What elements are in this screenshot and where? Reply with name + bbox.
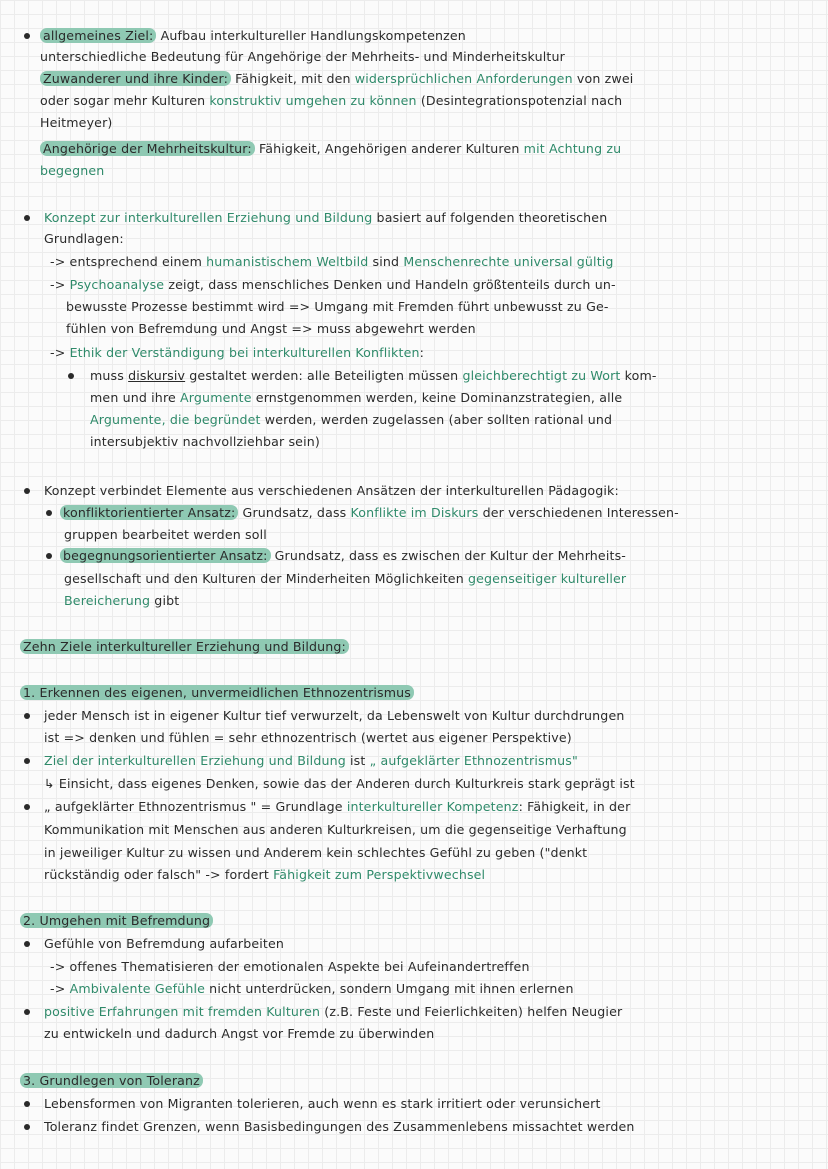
text-line: begegnungsorientierter Ansatz: Grundsatz, dass es zwischen der Kultur der Mehrheits- — [60, 545, 626, 566]
subsection-title: 2. Umgehen mit Befremdung — [20, 910, 213, 931]
text-line: muss diskursiv gestaltet werden: alle Beteiligten müssen gleichberechtigt zu Wort kom- — [90, 368, 657, 383]
text-line: -> Psychoanalyse zeigt, dass menschliches Denken und Handeln größtenteils durch un- — [50, 277, 616, 292]
bullet — [24, 215, 30, 221]
bullet — [46, 510, 52, 516]
text-line: Zuwanderer und ihre Kinder: Fähigkeit, mit den widersprüchlichen Anforderungen von zwei — [40, 68, 633, 89]
bullet — [46, 553, 52, 559]
text-line: Angehörige der Mehrheitskultur: Fähigkeit, Angehörigen anderer Kulturen mit Achtung zu — [40, 138, 621, 159]
text-line: gesellschaft und den Kulturen der Minderheiten Möglichkeiten gegenseitiger kultureller — [64, 571, 627, 586]
highlight-term: allgemeines Ziel: — [40, 28, 156, 43]
text-line: allgemeines Ziel: Aufbau interkultureller Handlungskompetenzen — [40, 25, 466, 46]
bullet — [24, 758, 30, 764]
text-line: bewusste Prozesse bestimmt wird => Umgang mit Fremden führt unbewusst zu Ge- — [66, 299, 609, 314]
subsection-title: 1. Erkennen des eigenen, unvermeidlichen Ethnozentrismus — [20, 682, 414, 703]
text-line: Gefühle von Befremdung aufarbeiten — [44, 936, 285, 951]
text-line: Toleranz findet Grenzen, wenn Basisbedingungen des Zusammenlebens missachtet werden — [44, 1119, 635, 1134]
text-line: fühlen von Befremdung und Angst => muss abgewehrt werden — [66, 321, 476, 336]
bullet — [24, 941, 30, 947]
text-line: ↳ Einsicht, dass eigenes Denken, sowie das der Anderen durch Kulturkreis stark geprägt ist — [44, 776, 635, 791]
highlight-term: konfliktorientierter Ansatz: — [60, 505, 238, 520]
text-line: men und ihre Argumente ernstgenommen werden, keine Dominanzstrategien, alle — [90, 390, 623, 405]
text-line: Konzept zur interkulturellen Erziehung und Bildung basiert auf folgenden theoretischen — [44, 210, 608, 225]
text-line: -> Ethik der Verständigung bei interkulturellen Konflikten: — [50, 345, 425, 360]
subsection-title: 3. Grundlegen von Toleranz — [20, 1070, 203, 1091]
text-line: konfliktorientierter Ansatz: Grundsatz, dass Konflikte im Diskurs der verschiedenen Interessen- — [60, 502, 679, 523]
text-line: rückständig oder falsch" -> fordert Fähigkeit zum Perspektivwechsel — [44, 867, 486, 882]
text-line: Heitmeyer) — [40, 115, 113, 130]
text-line: in jeweiliger Kultur zu wissen und Anderem kein schlechtes Gefühl zu geben ("denkt — [44, 845, 588, 860]
bullet — [24, 1124, 30, 1130]
text-line: „ aufgeklärter Ethnozentrismus " = Grundlage interkultureller Kompetenz: Fähigkeit, in der — [44, 799, 631, 814]
highlight-term: begegnungsorientierter Ansatz: — [60, 548, 271, 563]
text-line: unterschiedliche Bedeutung für Angehörige der Mehrheits- und Minderheitskultur — [40, 49, 565, 64]
text-line: jeder Mensch ist in eigener Kultur tief verwurzelt, da Lebenswelt von Kultur durchdrungen — [44, 708, 625, 723]
text-line: -> entsprechend einem humanistischem Weltbild sind Menschenrechte universal gültig — [50, 254, 614, 269]
text-line: Ziel der interkulturellen Erziehung und Bildung ist „ aufgeklärter Ethnozentrismus" — [44, 753, 578, 768]
text-line: Kommunikation mit Menschen aus anderen Kulturkreisen, um die gegenseitige Verhaftung — [44, 822, 627, 837]
section-heading: Zehn Ziele interkultureller Erziehung und Bildung: — [20, 636, 349, 657]
text-line: zu entwickeln und dadurch Angst vor Fremde zu überwinden — [44, 1026, 435, 1041]
text-line: Konzept verbindet Elemente aus verschiedenen Ansätzen der interkulturellen Pädagogik: — [44, 483, 619, 498]
bullet — [24, 1009, 30, 1015]
text-line: Argumente, die begründet werden, werden zugelassen (aber sollten rational und — [90, 412, 613, 427]
highlight-term: Zuwanderer und ihre Kinder: — [40, 71, 231, 86]
text-line: positive Erfahrungen mit fremden Kulturen (z.B. Feste und Feierlichkeiten) helfen Neugier — [44, 1004, 623, 1019]
text-line: -> offenes Thematisieren der emotionalen Aspekte bei Aufeinandertreffen — [50, 959, 530, 974]
bullet — [68, 373, 74, 379]
text-line: gruppen bearbeitet werden soll — [64, 527, 267, 542]
text-line: oder sogar mehr Kulturen konstruktiv umgehen zu können (Desintegrationspotenzial nach — [40, 93, 623, 108]
bullet — [24, 1101, 30, 1107]
highlight-term: Angehörige der Mehrheitskultur: — [40, 141, 255, 156]
bullet — [24, 713, 30, 719]
text-line: Lebensformen von Migranten tolerieren, auch wenn es stark irritiert oder verunsichert — [44, 1096, 601, 1111]
text-line: -> Ambivalente Gefühle nicht unterdrücken, sondern Umgang mit ihnen erlernen — [50, 981, 574, 996]
bullet — [24, 804, 30, 810]
text-line: intersubjektiv nachvollziehbar sein) — [90, 434, 320, 449]
text-line: Bereicherung gibt — [64, 593, 180, 608]
bullet — [24, 33, 30, 39]
text-line: Grundlagen: — [44, 231, 124, 246]
text-line: ist => denken und fühlen = sehr ethnozentrisch (wertet aus eigener Perspektive) — [44, 730, 572, 745]
text-line: begegnen — [40, 163, 105, 178]
bullet — [24, 488, 30, 494]
